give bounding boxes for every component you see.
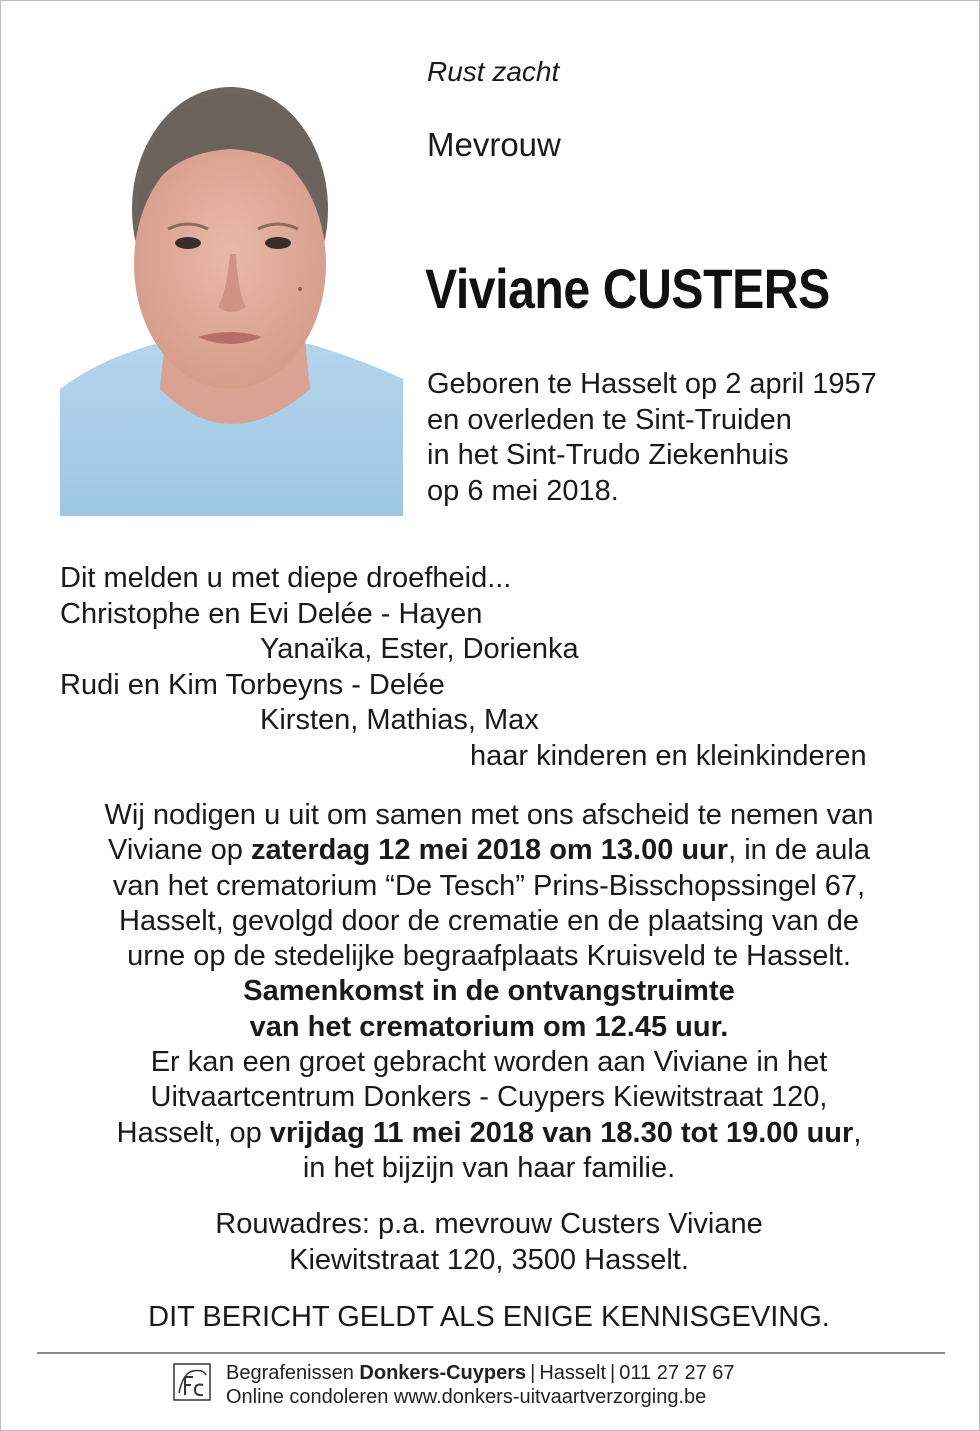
rust-zacht-text: Rust zacht (427, 56, 560, 87)
portrait-illustration (60, 59, 403, 516)
visitation-date: vrijdag 11 mei 2018 van 18.30 tot 19.00 uur (269, 1116, 854, 1149)
invite-line: Wij nodigen u uit om samen met ons afscheid te nemen van (104, 799, 874, 831)
invite-text: , (853, 1116, 862, 1149)
invite-line: in het bijzijn van haar familie. (302, 1151, 676, 1184)
funeral-home-logo-icon (173, 1363, 211, 1401)
birth-line: en overleden te Sint-Truiden (427, 403, 792, 436)
invite-text: , in de aula (728, 834, 870, 867)
notice-line: DIT BERICHT GELDT ALS ENIGE KENNISGEVING. (148, 1301, 830, 1333)
invite-text: Viviane op (108, 834, 251, 867)
mourning-address (41, 1206, 937, 1278)
invite-line: van het crematorium “De Tesch” Prins-Bisschopssingel 67, (112, 869, 866, 902)
salutation: Mevrouw (427, 126, 561, 163)
footer-text (226, 1361, 735, 1409)
family-line: Christophe en Evi Delée - Hayen (60, 597, 483, 630)
invite-line (41, 1116, 937, 1151)
invite-line (41, 833, 937, 868)
birth-death-details (427, 367, 877, 509)
birth-line: op 6 mei 2018. (427, 474, 619, 507)
ceremony-date: zaterdag 12 mei 2018 om 13.00 uur (250, 834, 729, 867)
company-city: Hasselt (539, 1362, 607, 1384)
portrait-photo (60, 59, 403, 516)
invitation-text (41, 798, 937, 1186)
family-line: Yanaïka, Ester, Dorienka (260, 633, 579, 665)
gathering-line: van het crematorium om 12.45 uur. (249, 1010, 729, 1043)
family-line: Rudi en Kim Torbeyns - Delée (60, 668, 445, 701)
invite-line: urne op de stedelijke begraafplaats Kruisveld te Hasselt. (127, 940, 851, 973)
birth-line: Geboren te Hasselt op 2 april 1957 (427, 368, 877, 400)
family-line: haar kinderen en kleinkinderen (470, 739, 867, 772)
footer-line-1: Begrafenissen Donkers-Cuypers | Hasselt | 011 27 27 67 (226, 1362, 735, 1384)
invite-line: Hasselt, gevolgd door de crematie en de plaatsing van de (119, 904, 859, 937)
invite-line: Uitvaartcentrum Donkers - Cuypers Kiewitstraat 120, (150, 1081, 828, 1114)
footer-prefix: Begrafenissen (226, 1362, 360, 1384)
company-phone[interactable]: 011 27 27 67 (619, 1362, 735, 1384)
address-line: Rouwadres: p.a. mevrouw Custers Viviane (215, 1208, 763, 1240)
address-line: Kiewitstraat 120, 3500 Hasselt. (289, 1244, 689, 1276)
family-intro: Dit melden u met diepe droefheid... (60, 562, 512, 594)
invite-text: Hasselt, op (116, 1116, 270, 1149)
company-name: Donkers-Cuypers (359, 1362, 527, 1384)
deceased-name: Viviane CUSTERS (425, 257, 830, 320)
footer-divider (37, 1352, 945, 1354)
family-announcement (60, 561, 867, 774)
gathering-line: Samenkomst in de ontvangstruimte (243, 975, 735, 1008)
family-line: Kirsten, Mathias, Max (260, 704, 539, 736)
footer-line-2[interactable]: Online condoleren www.donkers-uitvaartverzorging.be (226, 1386, 707, 1408)
birth-line: in het Sint-Trudo Ziekenhuis (427, 439, 789, 471)
invite-line: Er kan een groet gebracht worden aan Viviane in het (150, 1046, 828, 1079)
